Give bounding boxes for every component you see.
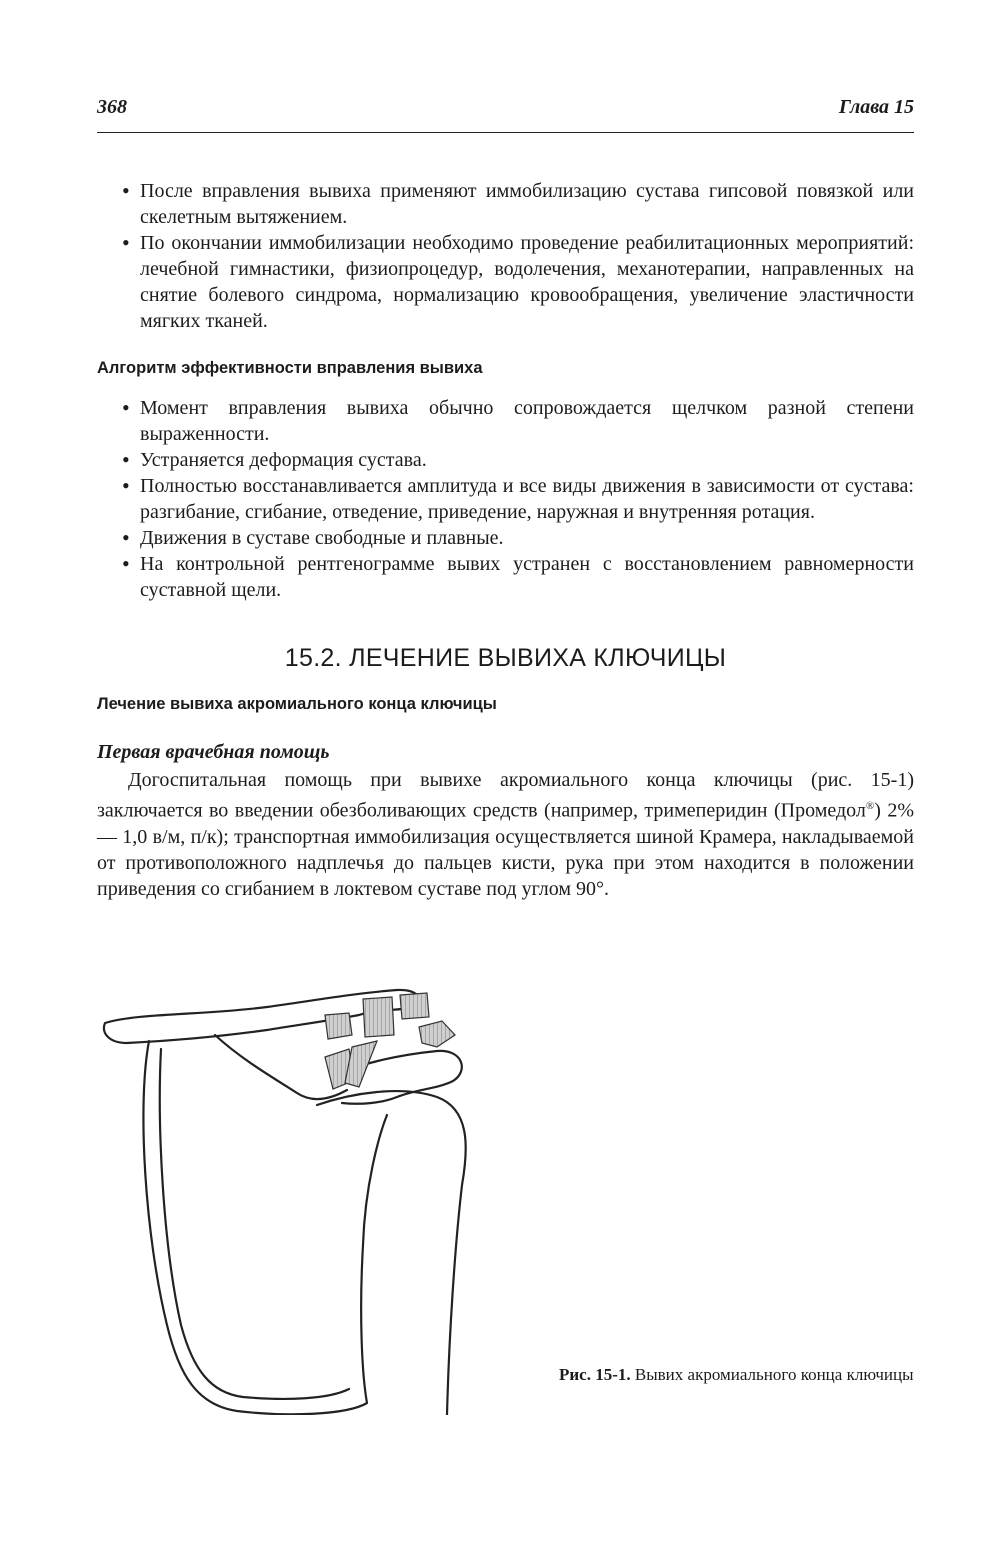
list-item: • После вправления вывиха применяют иммобилизацию сустава гипсовой повязкой или скелетным вытяжением. [122,178,914,230]
first-aid-heading: Первая врачебная помощь [97,741,330,763]
ligament-band-1 [325,1013,352,1039]
humeral-head-outline [317,1091,466,1415]
scapula-inner-line [160,1049,349,1399]
intro-bullet-list [122,178,914,334]
algorithm-bullet-list [122,395,914,603]
figure-label: Рис. 15-1. [559,1365,631,1384]
list-item: • Полностью восстанавливается амплитуда и все виды движения в зависимости от сустава: разгибание, сгибание, отведение, приведение, наружная и внутренняя ротация. [122,473,914,525]
section-subheading: Лечение вывиха акромиального конца ключицы [97,695,497,713]
chapter-label: Глава 15 [838,96,914,118]
list-item: • Устраняется деформация сустава. [122,447,914,473]
running-head [97,96,914,119]
algorithm-heading: Алгоритм эффективности вправления вывиха [97,359,483,377]
header-rule [97,132,914,133]
figure-caption-text: Вывих акромиального конца ключицы [630,1365,914,1384]
list-item: • По окончании иммобилизации необходимо проведение реабилитационных мероприятий: лечебной гимнастики, физиопроцедур, водолечения, механотерапии, направленных на снятие болевого синдрома, нормализацию кровообращения, увеличение эластичности мягких тканей. [122,230,914,334]
page-number: 368 [97,96,127,118]
section-title: 15.2. ЛЕЧЕНИЕ ВЫВИХА КЛЮЧИЦЫ [284,644,727,672]
list-item: • На контрольной рентгенограмме вывих устранен с восстановлением равномерности суставной щели. [122,551,914,603]
paragraph-text-part-1: Догоспитальная помощь при вывихе акромиального конца ключицы (рис. 15-1) заключается во введении обезболивающих средств (например, тримеперидин (Промедол [97,769,914,822]
body-text [97,178,914,902]
ligament-band-4 [419,1021,455,1047]
ligament-band-6 [345,1041,377,1087]
registered-mark: ® [865,800,875,812]
ligament-band-2 [363,997,394,1037]
shoulder-illustration [97,985,497,1415]
list-item: • Движения в суставе свободные и плавные. [122,525,914,551]
list-item: • Момент вправления вывиха обычно сопровождается щелчком разной степени выраженности. [122,395,914,447]
figure-caption [559,1362,919,1388]
paragraph-text-part-2: ) 2% — 1,0 в/м, п/к); транспортная иммобилизация осуществляется шиной Крамера, накладываемой от противоположного надплечья до пальцев кисти, рука при этом находится в положении приведения со сгибанием в локтевом суставе под углом 90°. [97,799,914,900]
first-aid-paragraph [97,767,914,902]
ligament-band-3 [400,993,429,1019]
